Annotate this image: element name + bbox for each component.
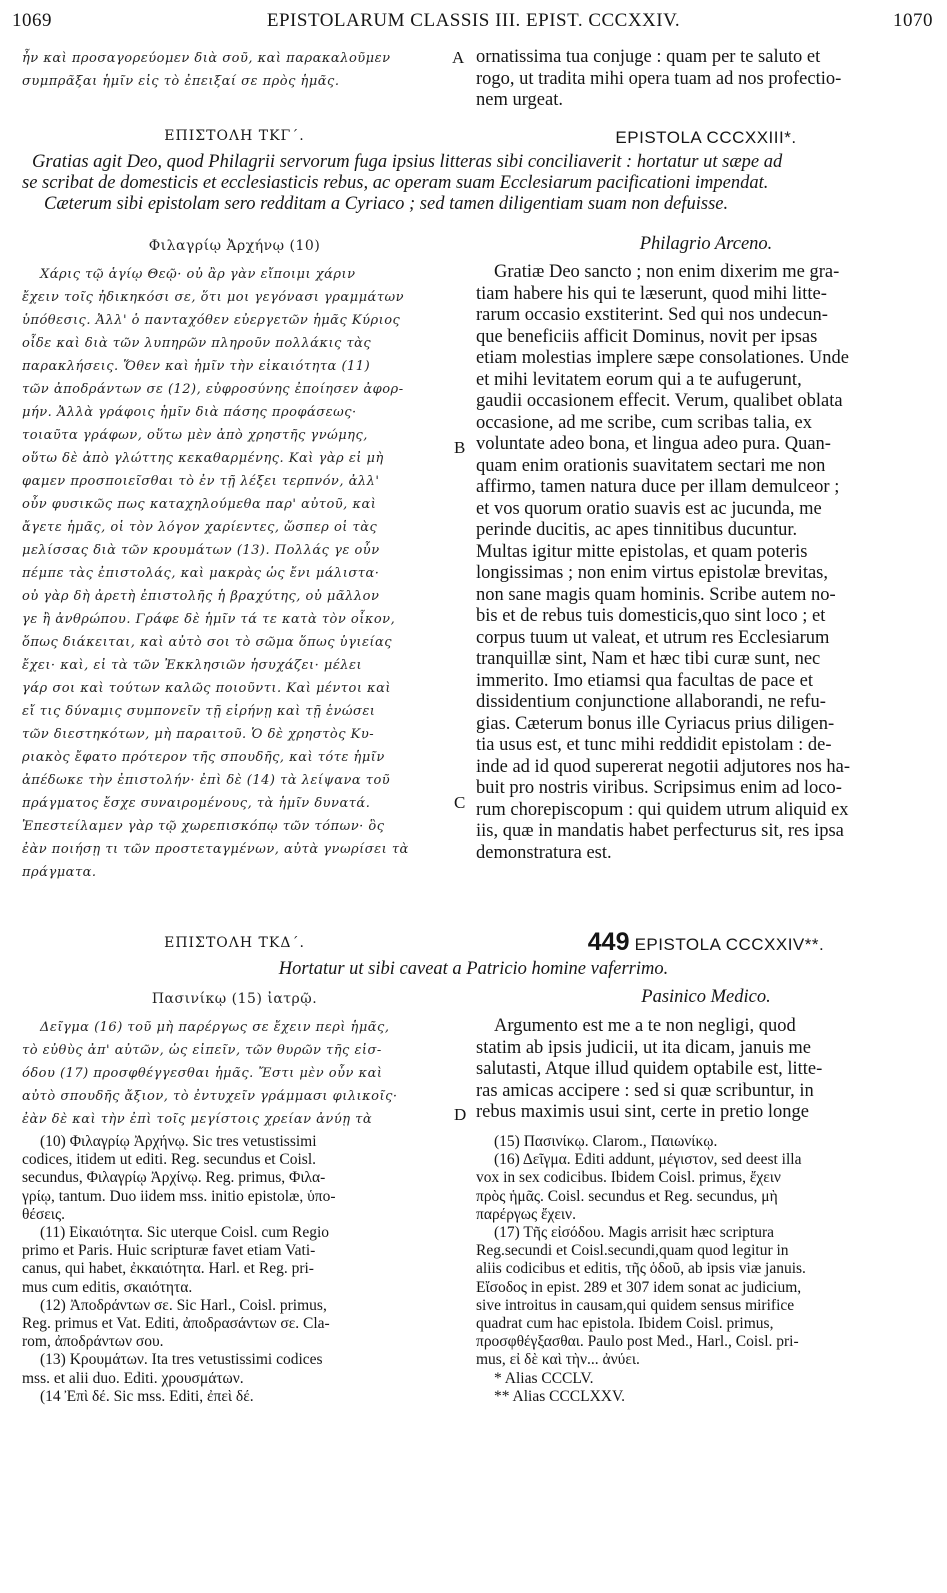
summary-line: Cæterum sibi epistolam sero redditam a Cyriaco ; sed tamen diligentiam suam non defuisse. bbox=[44, 194, 729, 214]
latin-line: occasione, ad me scribe, cum scribas talia, ex bbox=[476, 412, 812, 433]
summary-line: se scribat de domesticis et ecclesiasticis rebus, ac operam suam Ecclesiarum pacificationi impendat. bbox=[22, 173, 769, 193]
running-title: EPISTOLARUM CLASSIS III. EPIST. CCCXXIV. bbox=[266, 10, 681, 31]
latin-line: voluntate adeo bona, et lingua adeo pura. Quan- bbox=[476, 434, 831, 454]
right-page-number: 1070 bbox=[893, 10, 933, 31]
section-number: 449 bbox=[587, 928, 630, 956]
footnote-line: (17) Τῆς εἰσόδου. Magis arrisit hæc scriptura bbox=[494, 1224, 774, 1242]
latin-line: non sane magis quam hominis. Scribe autem no- bbox=[476, 584, 836, 605]
greek-line: Δεῖγμα (16) τοῦ μὴ παρέργως σε ἔχειν περὶ ἡμᾶς, bbox=[40, 1020, 390, 1035]
footnote-line: Εἴσοδος in epist. 289 et 307 idem sonat ac judicium, bbox=[476, 1278, 802, 1296]
latin-line: Gratiæ Deo sancto ; non enim dixerim me gra- bbox=[494, 262, 840, 282]
footnote-line: Reg. primus et Vat. Editi, ἀποδρασάντων σε. Cla- bbox=[22, 1315, 330, 1333]
margin-letter-d: D bbox=[454, 1105, 467, 1124]
greek-line: μελίσσας διὰ τῶν κρουμάτων (13). Πολλάς γε οὖν bbox=[22, 543, 380, 558]
latin-text-323 bbox=[476, 262, 936, 864]
footnote-line: (12) Ἀποδράντων σε. Sic Harl., Coisl. primus, bbox=[40, 1296, 327, 1314]
footnote-line: (13) Κρουμάτων. Ita tres vetustissimi codices bbox=[40, 1351, 323, 1369]
latin-continuation bbox=[476, 47, 936, 112]
latin-line: buit pro nostris viribus. Scripsimus enim ad loco- bbox=[476, 778, 842, 798]
latin-line: rarum occasio exstiterint. Sed qui nos undecun- bbox=[476, 305, 828, 325]
footnote-line: Reg.secundi et Coisl.secundi,quam quod legitur in bbox=[476, 1242, 789, 1260]
latin-line: affirmo, tamen natura duce per illam demulceor ; bbox=[476, 477, 840, 497]
footnote-line: sive introitus in causam,qui quidem sensus mirifice bbox=[476, 1296, 795, 1314]
greek-line: ἀπέδωκε τὴν ἐπιστολήν· ἐπὶ δὲ (14) τὰ λείψανα τοῦ bbox=[22, 773, 391, 788]
latin-line: Multas igitur mitte epistolas, et quam poteris bbox=[476, 541, 808, 562]
latin-line: bis et de rebus tuis domesticis,quo sint loco ; et bbox=[476, 606, 826, 626]
latin-line: immerito. Imo etiamsi qua facultas de pace et bbox=[476, 670, 813, 691]
footnote-line: mus cum editis, σκαιότητα. bbox=[22, 1278, 193, 1296]
latin-line: inde ad id quod supererat negotii adjutores nos ha- bbox=[476, 756, 851, 777]
greek-line: πράγματος ἔσχε συναιρομένους, τὰ ἡμῖν δυνατά. bbox=[22, 796, 371, 811]
latin-line: rum chorepiscopum : qui quidem utrum aliquid ex bbox=[476, 799, 849, 820]
latin-addressee-323: Philagrio Arceno. bbox=[639, 234, 773, 254]
greek-line: ἔχει· καὶ, εἰ τὰ τῶν Ἐκκλησιῶν ἡσυχάζει· μέλει bbox=[22, 658, 363, 673]
latin-line: que beneficiis afficit Dominus, novit per ipsas bbox=[476, 326, 818, 347]
latin-line: rogo, ut tradita mihi opera tuam ad nos profectio- bbox=[476, 68, 842, 89]
footnote-line: aliis codicibus et editis, τῆς ὁδοῦ, ab ipsis viæ januis. bbox=[476, 1260, 806, 1278]
footnote-line: (10) Φιλαγρίῳ Ἀρχήνῳ. Sic tres vetustissimi bbox=[40, 1133, 317, 1150]
greek-heading-324: ΕΠΙΣΤΟΛΗ ΤΚΔ΄. bbox=[164, 935, 305, 951]
footnote-line: * Alias CCCLV. bbox=[494, 1369, 594, 1387]
footnote-line: mus, εἰ δὲ καὶ τὴν... ἀνύει. bbox=[476, 1351, 640, 1369]
footnote-line: secundus, Φιλαγρίῳ Ἀρχίνῳ. Reg. primus, Φιλα- bbox=[22, 1169, 326, 1187]
latin-line: salutasti, Atque illud quidem optabile est, litte- bbox=[476, 1059, 823, 1079]
greek-line: πράγματα. bbox=[22, 865, 97, 880]
summary-323 bbox=[12, 152, 937, 215]
footnote-line: vox in sex codicibus. Ibidem Coisl. primus, ἔχειν bbox=[476, 1169, 781, 1187]
greek-line: Χάρις τῷ ἁγίῳ Θεῷ· οὐ ἂρ γὰν εἴποιμι χάριν bbox=[40, 267, 356, 282]
margin-letter-a: A bbox=[452, 48, 465, 67]
greek-line: οὕτω δὲ ἀπὸ γλώττης κεκαθαρμένης. Καὶ γὰρ εἰ μὴ bbox=[22, 451, 384, 466]
footnote-line: canus, qui habet, ἐκκαιότητα. Harl. et Reg. pri- bbox=[22, 1260, 314, 1278]
footnotes-left bbox=[22, 1133, 450, 1406]
greek-line: τῶν ἀποδράντων σε (12), εὐφροσύνης ἐποίησεν ἀφορ- bbox=[22, 382, 404, 397]
latin-line: tiam habere his qui te læserunt, quod mihi litte- bbox=[476, 283, 827, 304]
latin-line: perinde ducitis, ac apes tinnitibus ducuntur. bbox=[476, 520, 798, 540]
latin-text-324 bbox=[476, 1016, 936, 1124]
latin-line: gaudii occasionem effecit. Verum, qualibet oblata bbox=[476, 391, 843, 411]
latin-line: Argumento est me a te non negligi, quod bbox=[494, 1016, 796, 1036]
greek-line: ὑπόθεσις. Ἀλλ' ὁ πανταχόθεν εὐεργετῶν ἡμᾶς Κύριος bbox=[22, 313, 401, 328]
latin-line: ras amicas accipere : sed si quæ scribuntur, in bbox=[476, 1080, 814, 1101]
greek-line: ἦν καὶ προσαγορεύομεν διὰ σοῦ, καὶ παρακαλοῦμεν bbox=[22, 51, 391, 66]
left-page-number: 1069 bbox=[12, 10, 52, 31]
latin-line: etiam molestias implere sæpe consolationes. Unde bbox=[476, 348, 849, 368]
latin-line: rebus maximis usui sint, certe in pretio longe bbox=[476, 1102, 809, 1122]
greek-line: ἄγετε ἡμᾶς, οἱ τὸν λόγον χαρίεντες, ὥσπερ οἱ τὰς bbox=[22, 520, 378, 535]
greek-line: ἐὰν δὲ καὶ τὴν ἐπὶ τοῖς μεγίστοις χρείαν ἀνύῃ τὰ bbox=[22, 1112, 373, 1127]
footnote-line: primo et Paris. Huic scripturæ favet etiam Vati- bbox=[22, 1242, 316, 1260]
greek-line: φαμεν προσποιεῖσθαι τὸ ἐν τῇ λέξει τερπνόν, ἀλλ' bbox=[22, 474, 380, 489]
greek-line: πέμπε τὰς ἐπιστολάς, καὶ μακρὰς ὡς ἔνι μάλιστα· bbox=[22, 566, 380, 581]
greek-line: γε ἢ ἀνθρώπου. Γράφε δὲ ἡμῖν τά τε κατὰ τὸν οἶκον, bbox=[22, 612, 396, 627]
summary-line: Gratias agit Deo, quod Philagrii servorum fuga ipsius litteras sibi conciliaverit : hortatur ut sæpe ad bbox=[32, 152, 783, 172]
greek-line: ἐὰν ποιήσῃ τι τῶν προστεταγμένων, αὐτὰ γνωρίσει τὰ bbox=[22, 842, 409, 857]
greek-line: τοιαῦτα γράφων, οὕτω μὲν ἀπὸ χρηστῆς γνώμης, bbox=[22, 428, 368, 443]
greek-line: ριακὸς ἔφατο πρότερον τῆς σπουδῆς, καὶ τότε ἡμῖν bbox=[22, 750, 385, 765]
greek-continuation bbox=[22, 47, 447, 93]
footnote-line: quadrat cum hac epistola. Ibidem Coisl. primus, bbox=[476, 1315, 774, 1333]
greek-line: γάρ σοι καὶ τούτων καλῶς ποιοῦντι. Καὶ μέντοι καὶ bbox=[22, 681, 391, 696]
greek-line: ὅπως διάκειται, καὶ αὐτὸ σοι τὸ σῶμα ὅπως ὑγιείας bbox=[22, 635, 393, 650]
greek-line: οὖν φυσικῶς πως καταχηλούμεθα παρ' αὐτοῦ, καὶ bbox=[22, 497, 377, 512]
greek-addressee-323: Φιλαγρίῳ Ἀρχήνῳ (10) bbox=[148, 238, 321, 254]
footnote-line: (14 Ἐπὶ δέ. Sic mss. Editi, ἐπεὶ δέ. bbox=[40, 1387, 254, 1405]
greek-line: τὸ εὐθὺς ἀπ' αὐτῶν, ὡς εἰπεῖν, τῶν θυρῶν τῆς εἰσ- bbox=[22, 1043, 382, 1058]
greek-line: τῶν διεστηκότων, μὴ παραιτοῦ. Ὁ δὲ χρηστὸς Κυ- bbox=[22, 727, 375, 742]
greek-heading-323: ΕΠΙΣΤΟΛΗ ΤΚΓ΄. bbox=[164, 128, 305, 144]
latin-heading-324-wrap bbox=[476, 928, 936, 957]
greek-line: παρακλήσεις. Ὅθεν καὶ ἡμῖν τὴν εἰκαιότητα (11) bbox=[22, 359, 371, 374]
latin-line: gias. Cæterum bonus ille Cyriacus prius diligen- bbox=[476, 713, 835, 734]
greek-line: μήν. Ἀλλὰ γράφοις ἡμῖν διὰ πάσης προφάσεως· bbox=[22, 405, 357, 420]
greek-line: οὐ γὰρ δὴ ἀρετὴ ἐπιστολῆς ἡ βραχύτης, οὐ μᾶλλον bbox=[22, 589, 380, 604]
margin-letter-b: B bbox=[454, 438, 466, 457]
greek-text-323 bbox=[22, 263, 447, 884]
footnote-line: (16) Δεῖγμα. Editi addunt, μέγιστον, sed deest illa bbox=[494, 1151, 802, 1169]
latin-line: dissidentium conjunctione allaborandi, ne refu- bbox=[476, 692, 826, 712]
footnote-line: (11) Εἰκαιότητα. Sic uterque Coisl. cum Regio bbox=[40, 1224, 330, 1242]
footnotes-right bbox=[476, 1133, 936, 1406]
latin-heading-323: EPISTOLA CCCXXIII*. bbox=[615, 128, 797, 147]
latin-line: longissimas ; non enim virtus epistolæ brevitas, bbox=[476, 563, 828, 583]
latin-line: tia usus est, et tunc mihi reddidit epistolam : de- bbox=[476, 735, 832, 755]
greek-line: αὐτὸ σπουδῆς ἄξιον, τὸ ἐντυχεῖν γράμμασι φιλικοῖς· bbox=[22, 1089, 398, 1104]
latin-line: nem urgeat. bbox=[476, 90, 563, 110]
greek-text-324 bbox=[22, 1016, 447, 1131]
footnote-line: rom, ἀποδράντων σου. bbox=[22, 1333, 164, 1351]
latin-heading-324: EPISTOLA CCCXXIV**. bbox=[634, 935, 825, 954]
greek-line: συμπρᾶξαι ἡμῖν εἰς τὸ ἐπειξαί σε πρὸς ἡμᾶς. bbox=[22, 74, 340, 89]
latin-line: tranquillæ sint, Nam et hæc tibi curæ sunt, nec bbox=[476, 649, 821, 669]
greek-addressee-324: Πασινίκῳ (15) ἰατρῷ. bbox=[151, 991, 318, 1007]
summary-324: Hortatur ut sibi caveat a Patricio homine vaferrimo. bbox=[278, 959, 669, 979]
greek-line: ἔχειν τοῖς ἠδικηκόσι σε, ὅτι μοι γεγόνασι γραμμάτων bbox=[22, 290, 405, 305]
footnote-line: προσφθέγξασθαι. Paulo post Med., Harl., Coisl. pri- bbox=[476, 1333, 799, 1351]
footnote-line: (15) Πασινίκῳ. Clarom., Παιωνίκῳ. bbox=[494, 1133, 718, 1150]
margin-letter-c: C bbox=[454, 793, 466, 812]
greek-line: όδου (17) προσφθέγγεσθαι ἡμᾶς. Ἔστι μὲν οὖν καὶ bbox=[22, 1066, 383, 1081]
latin-line: corpus tuum ut valeat, et utrum res Ecclesiarum bbox=[476, 627, 830, 648]
latin-line: statim ab ipsis judicii, ut ita dicam, januis me bbox=[476, 1037, 812, 1058]
footnote-line: mss. et alii duo. Editi. χρουσμάτων. bbox=[22, 1369, 244, 1387]
footnote-line: παρέργως ἔχειν. bbox=[476, 1205, 576, 1223]
latin-line: et vos quorum oratio suavis est ac jucunda, me bbox=[476, 498, 822, 519]
latin-line: iis, quæ in mandatis habet perfecturus sit, res ipsa bbox=[476, 821, 844, 841]
latin-line: demonstratura est. bbox=[476, 842, 612, 863]
greek-line: εἴ τις δύναμις συμπονεῖν τῇ εἰρήνῃ καὶ τῇ ἑνώσει bbox=[22, 704, 376, 719]
latin-line: ornatissima tua conjuge : quam per te saluto et bbox=[476, 47, 821, 67]
footnote-line: πρὸς ἡμᾶς. Coisl. secundus et Reg. secundus, μὴ bbox=[476, 1187, 778, 1205]
latin-addressee-324: Pasinico Medico. bbox=[641, 987, 771, 1007]
greek-line: οἶδε καὶ διὰ τῶν λυπηρῶν πληροῦν πολλάκις τὰς bbox=[22, 336, 372, 351]
latin-line: et mihi levitatem eorum qui a te aufugerunt, bbox=[476, 369, 802, 390]
latin-line: quam enim orationis suavitatem sectari me non bbox=[476, 455, 826, 476]
greek-line: Ἐπεστείλαμεν γὰρ τῷ χωρεπισκόπῳ τῶν τόπων· ὃς bbox=[22, 819, 385, 834]
footnote-line: ** Alias CCCLXXV. bbox=[494, 1387, 626, 1405]
footnote-line: θέσεις. bbox=[22, 1205, 65, 1223]
footnote-line: codices, itidem ut editi. Reg. secundus et Coisl. bbox=[22, 1151, 317, 1169]
footnote-line: γρίῳ, tantum. Duo iidem mss. initio epistolæ, ὑπο- bbox=[22, 1187, 336, 1205]
